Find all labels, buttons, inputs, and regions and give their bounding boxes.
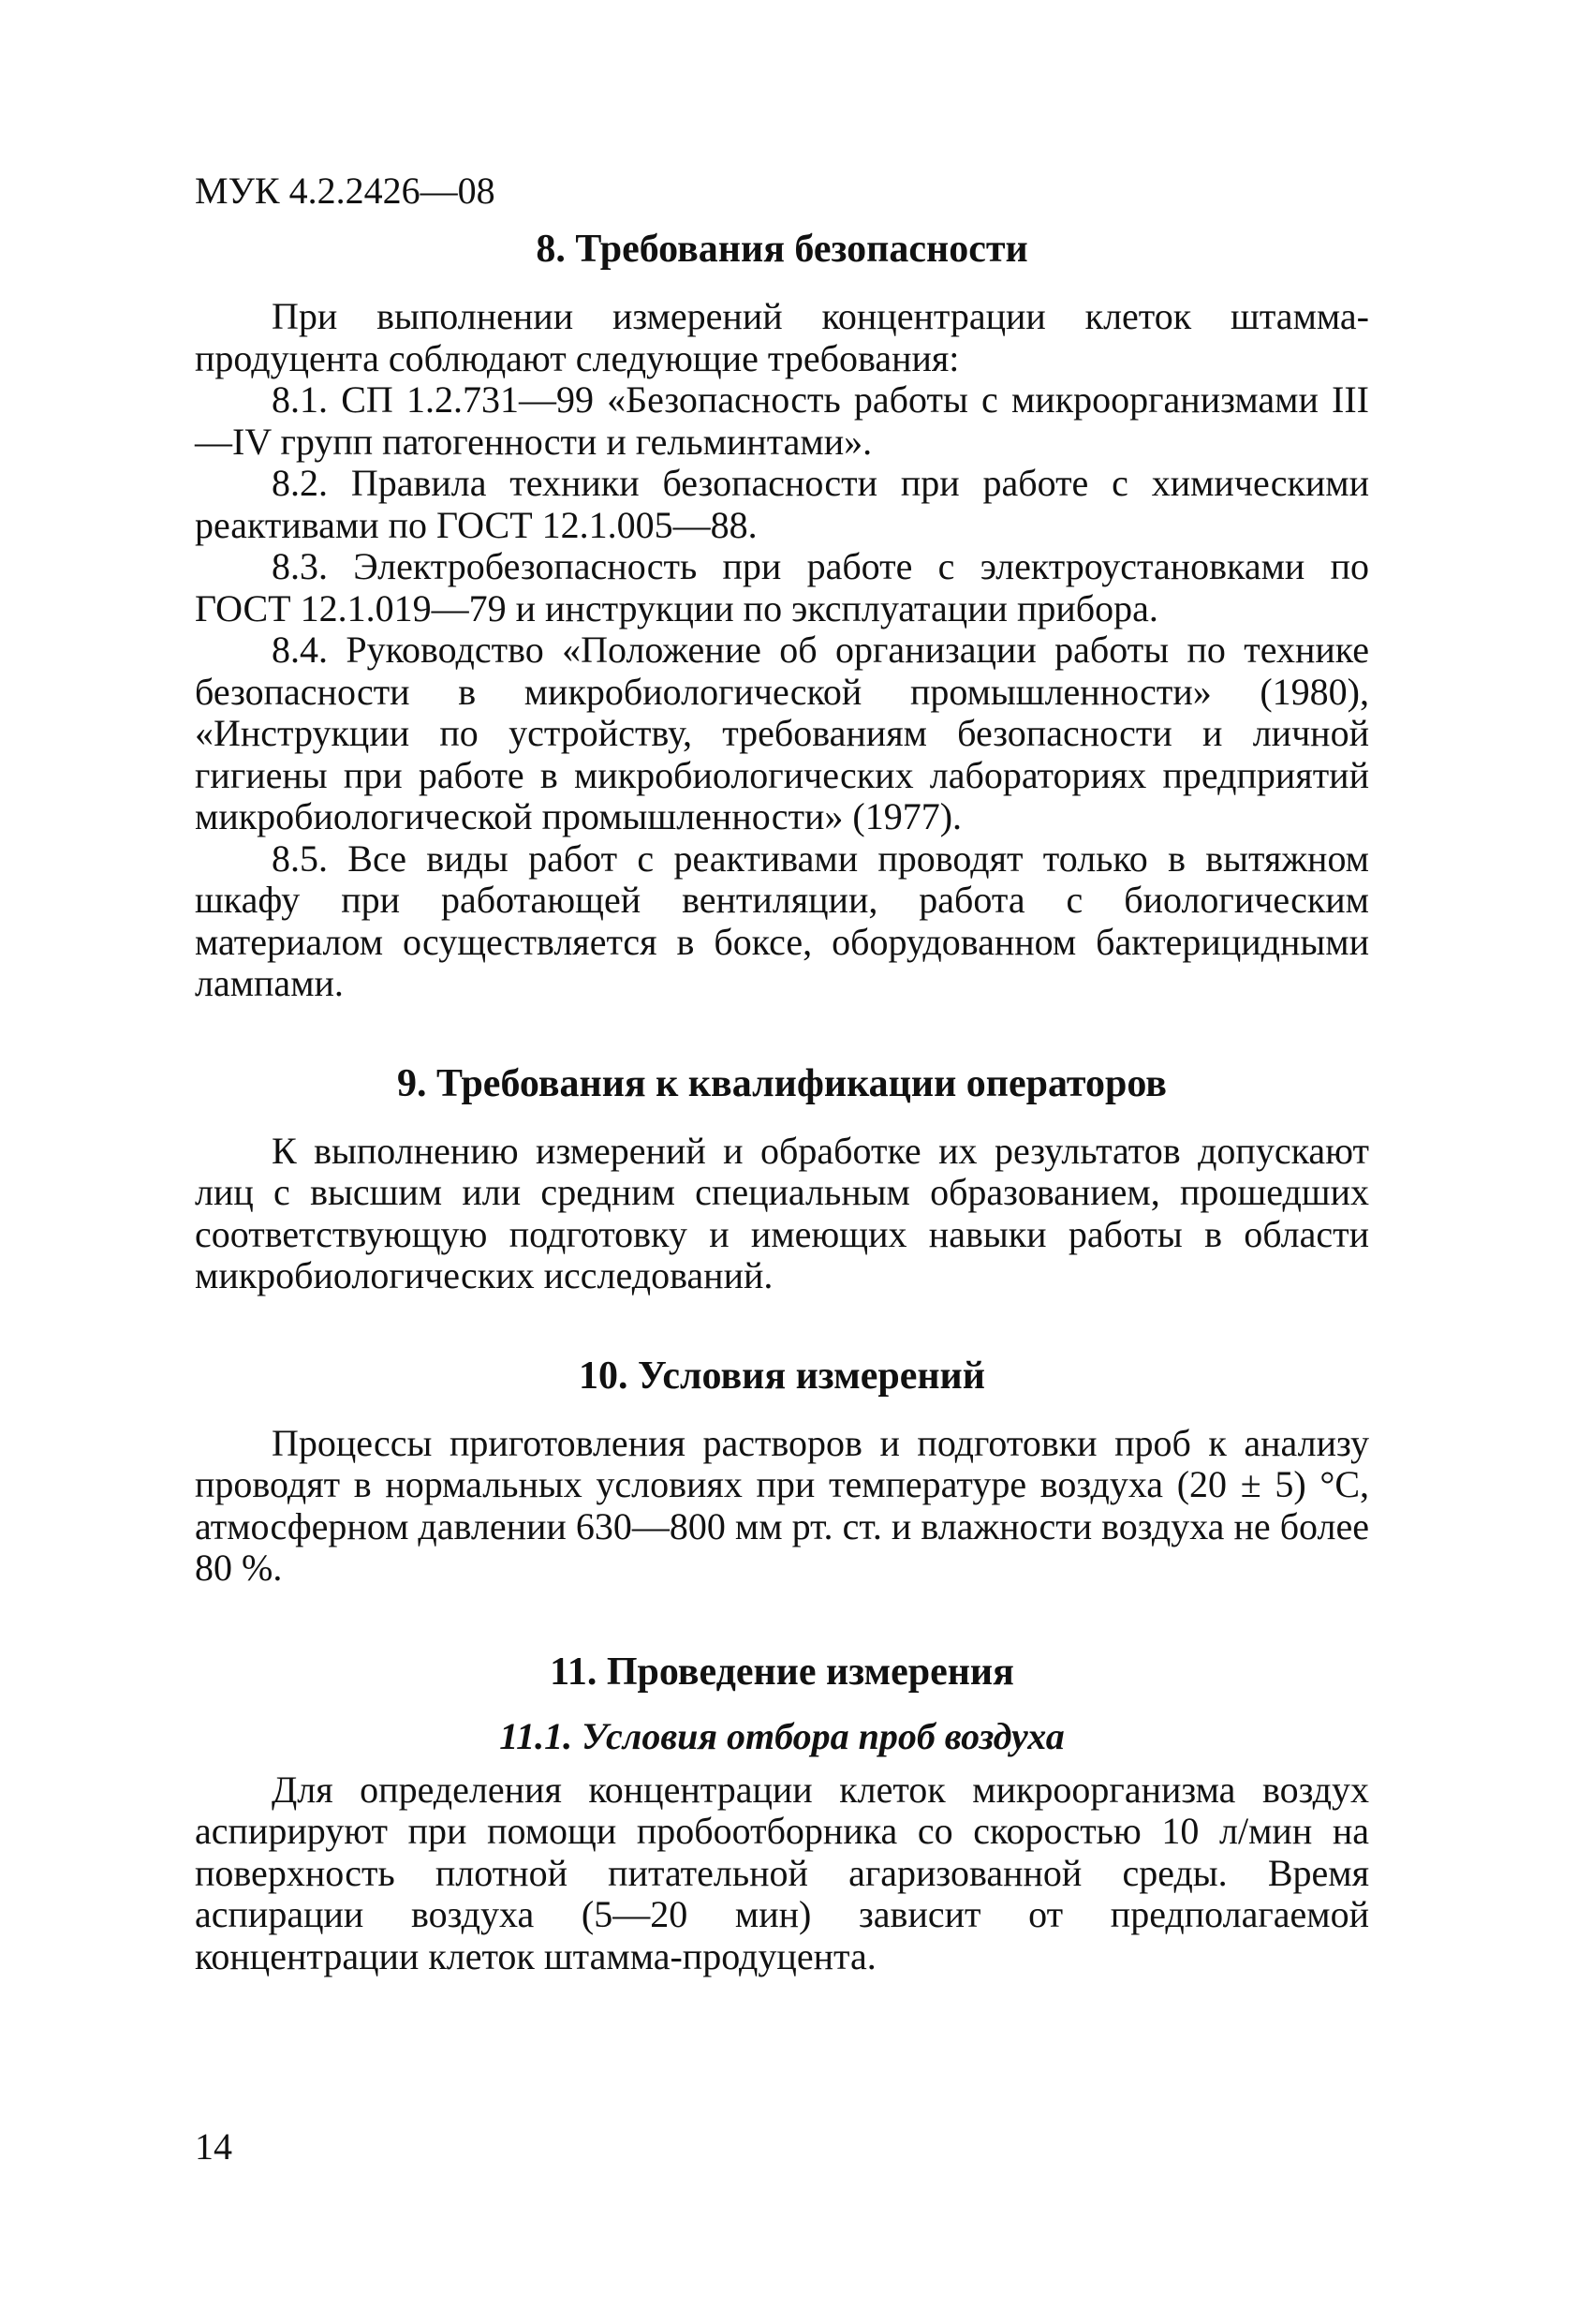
section-8-safety xyxy=(195,225,1369,1005)
section-9-text: К выполнению измерений и обработке их результатов допускают лиц с высшим или средним специальным образованием, прошедших соответствующую подготовку и имеющих навыки работы в области микробиологических исследований. xyxy=(195,1129,1369,1296)
section-10-conditions xyxy=(195,1352,1369,1590)
document-code: МУК 4.2.2426—08 xyxy=(195,170,495,212)
section-10-text: Процессы приготовления растворов и подготовки проб к анализу проводят в нормальных условиях при температуре воздуха (20 ± 5) °С, атмосферном давлении 630—800 мм рт. ст. и влажности воздуха не более 80 %. xyxy=(195,1421,1369,1589)
section-8-item-2: 8.2. Правила техники безопасности при работе с химическими реактивами по ГОСТ 12.1.005—88. xyxy=(195,462,1369,546)
section-11-1-subtitle: 11.1. Условия отбора проб воздуха xyxy=(499,1714,1065,1757)
section-9-qualification xyxy=(195,1059,1369,1297)
section-11-measurement xyxy=(195,1648,1369,1978)
section-8-title: 8. Требования безопасности xyxy=(536,228,1028,271)
section-8-item-4: 8.4. Руководство «Положение об организации работы по технике безопасности в микробиологической промышленности» (1980), «Инструкции по устройству, требованиям безопасности и личной гигиены при работе в микробиологических лабораториях предприятий микробиологической промышленности» (1977). xyxy=(195,629,1369,837)
section-8-item-3: 8.3. Электробезопасность при работе с электроустановками по ГОСТ 12.1.019—79 и инструкции по эксплуатации прибора. xyxy=(195,545,1369,629)
section-8-item-5: 8.5. Все виды работ с реактивами проводят только в вытяжном шкафу при работающей вентиляции, работа с биологическим материалом осуществляется в боксе, оборудованном бактерицидными лампами. xyxy=(195,836,1369,1004)
page-number: 14 xyxy=(195,2125,232,2168)
section-11-1-text: Для определения концентрации клеток микроорганизма воздух аспирируют при помощи пробоотборника со скоростью 10 л/мин на поверхность плотной питательной агаризованной среды. Время аспирации воздуха (5—20 мин) зависит от предполагаемой концентрации клеток штамма-продуцента. xyxy=(195,1768,1369,1977)
section-9-title: 9. Требования к квалификации операторов xyxy=(397,1061,1167,1105)
section-11-title: 11. Проведение измерения xyxy=(550,1650,1014,1694)
section-8-intro: При выполнении измерений концентрации клеток штамма-продуцента соблюдают следующие требования: xyxy=(195,295,1369,379)
section-10-title: 10. Условия измерений xyxy=(579,1354,985,1398)
section-8-item-1: 8.1. СП 1.2.731—99 «Безопасность работы с микроорганизмами III—IV групп патогенности и гельминтами». xyxy=(195,378,1369,463)
document-page xyxy=(195,169,1369,1977)
